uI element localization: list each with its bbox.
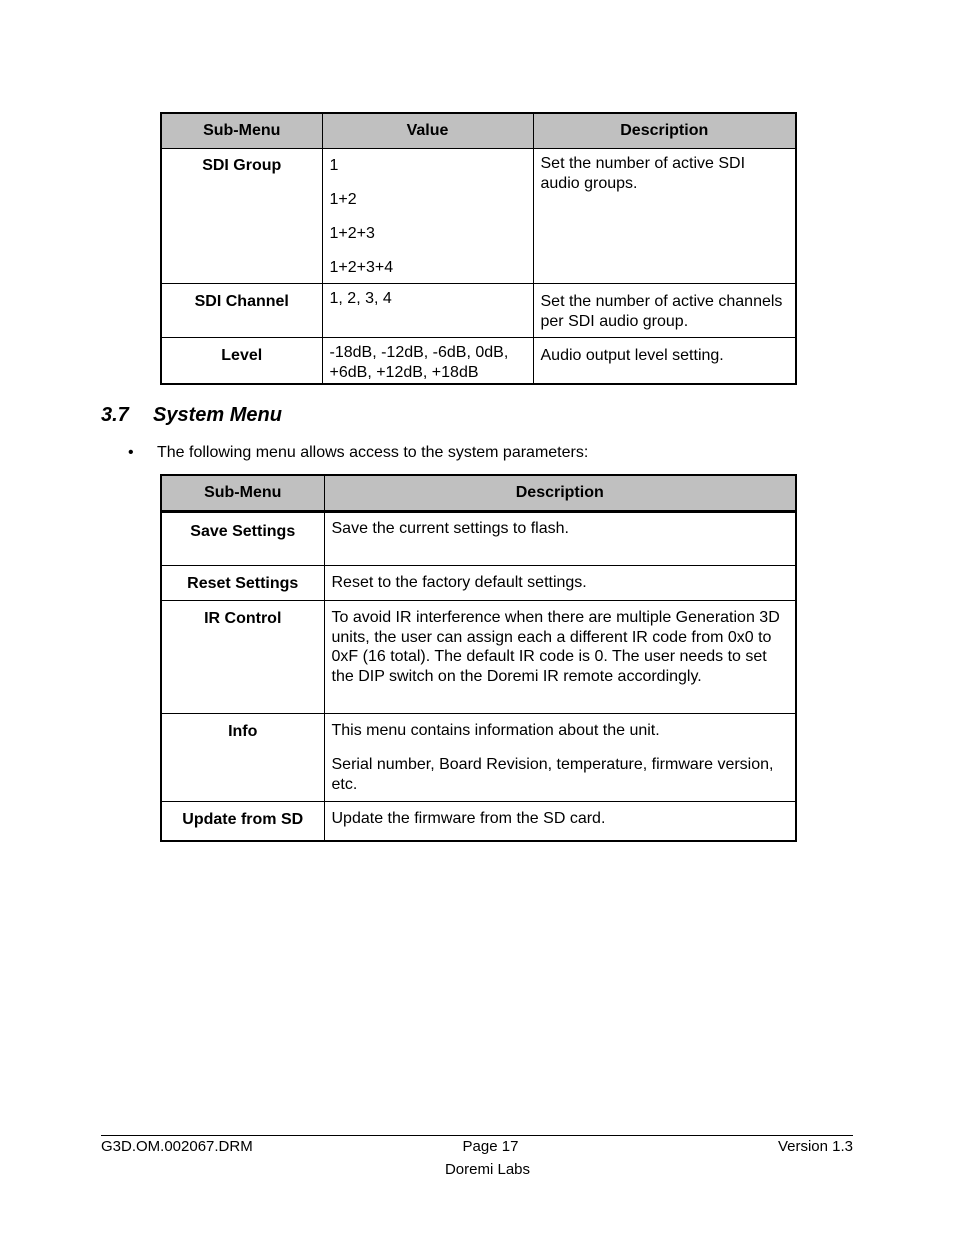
section-heading (101, 404, 282, 427)
audio-submenu-table (160, 112, 797, 385)
description-text: To avoid IR interference when there are multiple Generation 3D units, the user can assign each a different IR code from 0x0 to 0xF (16 total). The default IR code is 0. The user needs to set the DIP switch on the Doremi IR remote accordingly. (331, 609, 780, 685)
description-text: Save the current settings to flash. (331, 520, 569, 537)
description-cell: Set the number of active SDI audio groups. (533, 149, 796, 284)
description-text: This menu contains information about the unit. (331, 722, 660, 739)
table-row (161, 338, 796, 384)
submenu-name: IR Control (161, 601, 324, 714)
submenu-name: Level (161, 338, 322, 384)
submenu-name: SDI Channel (161, 284, 322, 338)
value-option: -18dB, -12dB, -6dB, 0dB, +6dB, +12dB, +18dB (329, 344, 509, 381)
table-header-row (161, 113, 796, 149)
intro-text: The following menu allows access to the system parameters: (157, 444, 589, 461)
column-header-submenu: Sub-Menu (161, 475, 324, 512)
description-cell (324, 601, 796, 714)
bullet-icon: • (128, 444, 134, 461)
description-cell (324, 714, 796, 802)
description-cell (324, 512, 796, 566)
footer-doc-id: G3D.OM.002067.DRM (101, 1138, 253, 1155)
description-cell: Set the number of active channels per SDI audio group. (533, 284, 796, 338)
value-option: 1+2+3+4 (329, 259, 394, 276)
system-menu-table (160, 474, 797, 842)
submenu-name: Update from SD (161, 802, 324, 841)
table-row (161, 566, 796, 601)
table-row (161, 601, 796, 714)
description-cell (324, 566, 796, 601)
description-text: Update the firmware from the SD card. (331, 810, 606, 827)
description-cell (324, 802, 796, 841)
table-row (161, 714, 796, 802)
column-header-submenu: Sub-Menu (161, 113, 322, 149)
section-title: System Menu (153, 404, 282, 426)
column-header-value: Value (322, 113, 533, 149)
footer-company: Doremi Labs (444, 1161, 531, 1178)
column-header-description: Description (533, 113, 796, 149)
intro-bullet (128, 444, 588, 462)
footer-divider (101, 1135, 853, 1136)
submenu-name: SDI Group (161, 149, 322, 284)
submenu-name: Info (161, 714, 324, 802)
value-cell (322, 338, 533, 384)
submenu-name: Reset Settings (161, 566, 324, 601)
column-header-description: Description (324, 475, 796, 512)
footer-version: Version 1.3 (777, 1138, 853, 1155)
table-row (161, 802, 796, 841)
table-row (161, 284, 796, 338)
description-text: Reset to the factory default settings. (331, 574, 587, 591)
value-option: 1+2 (329, 191, 357, 208)
value-option: 1, 2, 3, 4 (329, 290, 392, 307)
table-row (161, 149, 796, 284)
value-option: 1+2+3 (329, 225, 375, 242)
table-header-row (161, 475, 796, 512)
value-option: 1 (329, 157, 339, 174)
value-cell (322, 284, 533, 338)
section-number: 3.7 (101, 404, 129, 426)
description-cell: Audio output level setting. (533, 338, 796, 384)
description-text: Serial number, Board Revision, temperature, firmware version, etc. (331, 756, 774, 793)
submenu-name: Save Settings (161, 512, 324, 566)
footer-page-number: Page 17 (462, 1138, 519, 1155)
value-cell (322, 149, 533, 284)
table-row (161, 512, 796, 566)
